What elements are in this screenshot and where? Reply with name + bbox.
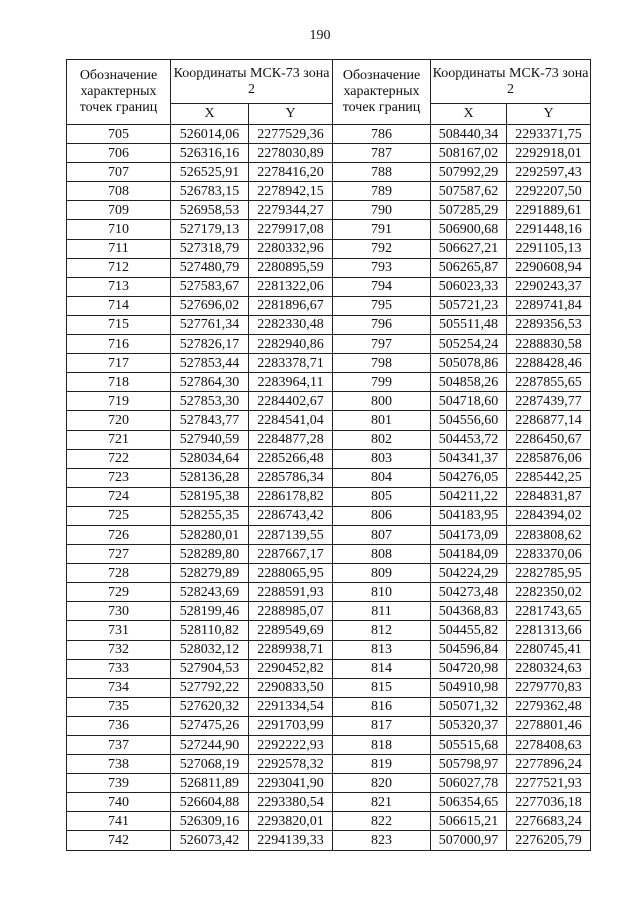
point-id-left: 734 bbox=[67, 678, 171, 697]
x-value-right: 505721,23 bbox=[431, 296, 507, 315]
y-value-left: 2291334,54 bbox=[249, 697, 333, 716]
x-value-left: 527864,30 bbox=[171, 373, 249, 392]
x-value-right: 504858,26 bbox=[431, 373, 507, 392]
y-value-left: 2277529,36 bbox=[249, 125, 333, 144]
table-row bbox=[67, 277, 591, 296]
point-id-right: 789 bbox=[333, 182, 431, 201]
x-value-left: 526309,16 bbox=[171, 812, 249, 831]
table-row bbox=[67, 144, 591, 163]
x-header-right: X bbox=[431, 104, 507, 125]
point-id-left: 721 bbox=[67, 430, 171, 449]
point-id-right: 803 bbox=[333, 449, 431, 468]
y-value-left: 2285266,48 bbox=[249, 449, 333, 468]
point-id-left: 728 bbox=[67, 564, 171, 583]
y-value-left: 2287139,55 bbox=[249, 525, 333, 544]
table-row bbox=[67, 678, 591, 697]
y-value-left: 2289938,71 bbox=[249, 640, 333, 659]
point-id-right: 787 bbox=[333, 144, 431, 163]
y-value-right: 2276205,79 bbox=[507, 831, 591, 850]
x-value-left: 528195,38 bbox=[171, 487, 249, 506]
table-row bbox=[67, 220, 591, 239]
table-row bbox=[67, 392, 591, 411]
point-id-right: 806 bbox=[333, 506, 431, 525]
point-label-header-left: Обозначение характерных точек границ bbox=[67, 60, 171, 125]
x-value-right: 505320,37 bbox=[431, 716, 507, 735]
x-value-right: 505254,24 bbox=[431, 335, 507, 354]
y-value-right: 2280745,41 bbox=[507, 640, 591, 659]
point-id-right: 822 bbox=[333, 812, 431, 831]
x-value-left: 527904,53 bbox=[171, 659, 249, 678]
table-row bbox=[67, 430, 591, 449]
y-value-right: 2279770,83 bbox=[507, 678, 591, 697]
point-id-left: 732 bbox=[67, 640, 171, 659]
y-value-left: 2293820,01 bbox=[249, 812, 333, 831]
point-id-left: 738 bbox=[67, 755, 171, 774]
y-value-left: 2286743,42 bbox=[249, 506, 333, 525]
y-value-right: 2278801,46 bbox=[507, 716, 591, 735]
y-value-left: 2284402,67 bbox=[249, 392, 333, 411]
y-value-left: 2286178,82 bbox=[249, 487, 333, 506]
point-id-right: 790 bbox=[333, 201, 431, 220]
point-id-left: 735 bbox=[67, 697, 171, 716]
table-row bbox=[67, 564, 591, 583]
point-id-left: 740 bbox=[67, 793, 171, 812]
y-value-left: 2278942,15 bbox=[249, 182, 333, 201]
y-value-right: 2292207,50 bbox=[507, 182, 591, 201]
y-value-left: 2280895,59 bbox=[249, 258, 333, 277]
y-value-left: 2279917,08 bbox=[249, 220, 333, 239]
point-id-right: 795 bbox=[333, 296, 431, 315]
point-id-left: 711 bbox=[67, 239, 171, 258]
x-value-left: 527475,26 bbox=[171, 716, 249, 735]
point-id-right: 808 bbox=[333, 545, 431, 564]
point-id-right: 802 bbox=[333, 430, 431, 449]
point-id-right: 798 bbox=[333, 354, 431, 373]
point-id-left: 712 bbox=[67, 258, 171, 277]
point-id-left: 731 bbox=[67, 621, 171, 640]
x-value-right: 506265,87 bbox=[431, 258, 507, 277]
table-row bbox=[67, 774, 591, 793]
y-value-left: 2291703,99 bbox=[249, 716, 333, 735]
coord-group-header-right: Координаты МСК-73 зона 2 bbox=[431, 60, 591, 104]
point-id-right: 804 bbox=[333, 468, 431, 487]
y-value-right: 2290608,94 bbox=[507, 258, 591, 277]
y-value-left: 2290452,82 bbox=[249, 659, 333, 678]
table-header bbox=[67, 60, 591, 125]
point-id-right: 810 bbox=[333, 583, 431, 602]
y-value-right: 2277896,24 bbox=[507, 755, 591, 774]
point-id-right: 805 bbox=[333, 487, 431, 506]
point-id-right: 797 bbox=[333, 335, 431, 354]
y-value-right: 2285442,25 bbox=[507, 468, 591, 487]
table-row bbox=[67, 506, 591, 525]
y-value-right: 2288428,46 bbox=[507, 354, 591, 373]
y-value-right: 2278408,63 bbox=[507, 736, 591, 755]
x-value-right: 507000,97 bbox=[431, 831, 507, 850]
coord-group-header-left: Координаты МСК-73 зона 2 bbox=[171, 60, 333, 104]
table-row bbox=[67, 640, 591, 659]
x-value-left: 527068,19 bbox=[171, 755, 249, 774]
point-id-right: 813 bbox=[333, 640, 431, 659]
table-row bbox=[67, 583, 591, 602]
point-id-left: 726 bbox=[67, 525, 171, 544]
point-id-right: 823 bbox=[333, 831, 431, 850]
table-row bbox=[67, 602, 591, 621]
x-value-right: 504368,83 bbox=[431, 602, 507, 621]
x-value-left: 526525,91 bbox=[171, 163, 249, 182]
y-value-right: 2283370,06 bbox=[507, 545, 591, 564]
x-value-right: 504224,29 bbox=[431, 564, 507, 583]
point-id-left: 724 bbox=[67, 487, 171, 506]
x-value-left: 528032,12 bbox=[171, 640, 249, 659]
x-value-left: 526958,53 bbox=[171, 201, 249, 220]
x-value-left: 528289,80 bbox=[171, 545, 249, 564]
y-value-left: 2281896,67 bbox=[249, 296, 333, 315]
y-value-right: 2279362,48 bbox=[507, 697, 591, 716]
table-row bbox=[67, 315, 591, 334]
table-row bbox=[67, 258, 591, 277]
x-value-left: 528136,28 bbox=[171, 468, 249, 487]
table-row bbox=[67, 697, 591, 716]
table-row bbox=[67, 296, 591, 315]
table-row bbox=[67, 373, 591, 392]
point-id-left: 723 bbox=[67, 468, 171, 487]
x-value-left: 526316,16 bbox=[171, 144, 249, 163]
x-value-right: 505071,32 bbox=[431, 697, 507, 716]
y-value-left: 2278416,20 bbox=[249, 163, 333, 182]
table-row bbox=[67, 545, 591, 564]
x-value-right: 504720,98 bbox=[431, 659, 507, 678]
x-value-left: 526014,06 bbox=[171, 125, 249, 144]
point-id-left: 708 bbox=[67, 182, 171, 201]
x-value-right: 504276,05 bbox=[431, 468, 507, 487]
y-value-left: 2289549,69 bbox=[249, 621, 333, 640]
y-value-right: 2288830,58 bbox=[507, 335, 591, 354]
y-value-right: 2281313,66 bbox=[507, 621, 591, 640]
x-value-left: 527179,13 bbox=[171, 220, 249, 239]
x-value-left: 527318,79 bbox=[171, 239, 249, 258]
table-row bbox=[67, 716, 591, 735]
x-value-right: 506615,21 bbox=[431, 812, 507, 831]
y-value-left: 2292222,93 bbox=[249, 736, 333, 755]
point-id-right: 815 bbox=[333, 678, 431, 697]
table-row bbox=[67, 793, 591, 812]
table-row bbox=[67, 468, 591, 487]
y-value-left: 2279344,27 bbox=[249, 201, 333, 220]
point-id-right: 807 bbox=[333, 525, 431, 544]
x-value-left: 526073,42 bbox=[171, 831, 249, 850]
x-value-left: 526811,89 bbox=[171, 774, 249, 793]
point-id-right: 792 bbox=[333, 239, 431, 258]
y-value-left: 2283964,11 bbox=[249, 373, 333, 392]
x-value-right: 504596,84 bbox=[431, 640, 507, 659]
point-id-right: 816 bbox=[333, 697, 431, 716]
x-value-right: 506900,68 bbox=[431, 220, 507, 239]
point-id-left: 733 bbox=[67, 659, 171, 678]
point-id-left: 705 bbox=[67, 125, 171, 144]
x-header-left: X bbox=[171, 104, 249, 125]
x-value-right: 508440,34 bbox=[431, 125, 507, 144]
x-value-right: 506027,78 bbox=[431, 774, 507, 793]
point-id-left: 725 bbox=[67, 506, 171, 525]
x-value-left: 527480,79 bbox=[171, 258, 249, 277]
point-id-right: 793 bbox=[333, 258, 431, 277]
point-id-right: 788 bbox=[333, 163, 431, 182]
y-value-left: 2282330,48 bbox=[249, 315, 333, 334]
point-id-left: 719 bbox=[67, 392, 171, 411]
table-body bbox=[67, 125, 591, 851]
point-id-right: 786 bbox=[333, 125, 431, 144]
point-id-left: 742 bbox=[67, 831, 171, 850]
table-row bbox=[67, 736, 591, 755]
y-value-left: 2278030,89 bbox=[249, 144, 333, 163]
point-id-left: 718 bbox=[67, 373, 171, 392]
point-id-right: 812 bbox=[333, 621, 431, 640]
x-value-right: 507285,29 bbox=[431, 201, 507, 220]
x-value-right: 506627,21 bbox=[431, 239, 507, 258]
x-value-right: 504211,22 bbox=[431, 487, 507, 506]
y-value-left: 2285786,34 bbox=[249, 468, 333, 487]
y-value-right: 2293371,75 bbox=[507, 125, 591, 144]
point-id-left: 715 bbox=[67, 315, 171, 334]
table-row bbox=[67, 125, 591, 144]
y-value-right: 2292918,01 bbox=[507, 144, 591, 163]
y-value-right: 2292597,43 bbox=[507, 163, 591, 182]
y-value-left: 2288985,07 bbox=[249, 602, 333, 621]
y-value-right: 2282350,02 bbox=[507, 583, 591, 602]
point-id-left: 727 bbox=[67, 545, 171, 564]
x-value-right: 504183,95 bbox=[431, 506, 507, 525]
y-value-right: 2280324,63 bbox=[507, 659, 591, 678]
table-row bbox=[67, 831, 591, 850]
x-value-right: 504455,82 bbox=[431, 621, 507, 640]
y-value-right: 2277521,93 bbox=[507, 774, 591, 793]
table-row bbox=[67, 755, 591, 774]
y-value-right: 2284394,02 bbox=[507, 506, 591, 525]
x-value-right: 506023,33 bbox=[431, 277, 507, 296]
y-value-left: 2287667,17 bbox=[249, 545, 333, 564]
point-id-left: 729 bbox=[67, 583, 171, 602]
point-id-right: 817 bbox=[333, 716, 431, 735]
x-value-right: 505511,48 bbox=[431, 315, 507, 334]
x-value-left: 528279,89 bbox=[171, 564, 249, 583]
x-value-left: 527853,44 bbox=[171, 354, 249, 373]
x-value-right: 504173,09 bbox=[431, 525, 507, 544]
point-id-left: 707 bbox=[67, 163, 171, 182]
table-row bbox=[67, 659, 591, 678]
x-value-left: 527843,77 bbox=[171, 411, 249, 430]
table-row bbox=[67, 449, 591, 468]
y-value-right: 2276683,24 bbox=[507, 812, 591, 831]
table-row bbox=[67, 239, 591, 258]
y-value-right: 2282785,95 bbox=[507, 564, 591, 583]
table-row bbox=[67, 354, 591, 373]
x-value-right: 504341,37 bbox=[431, 449, 507, 468]
point-id-right: 814 bbox=[333, 659, 431, 678]
x-value-right: 508167,02 bbox=[431, 144, 507, 163]
x-value-left: 528280,01 bbox=[171, 525, 249, 544]
y-value-left: 2290833,50 bbox=[249, 678, 333, 697]
y-value-left: 2292578,32 bbox=[249, 755, 333, 774]
x-value-left: 528255,35 bbox=[171, 506, 249, 525]
point-id-left: 706 bbox=[67, 144, 171, 163]
x-value-left: 528199,46 bbox=[171, 602, 249, 621]
point-id-left: 720 bbox=[67, 411, 171, 430]
table-row bbox=[67, 525, 591, 544]
point-id-right: 818 bbox=[333, 736, 431, 755]
x-value-left: 527853,30 bbox=[171, 392, 249, 411]
x-value-left: 527244,90 bbox=[171, 736, 249, 755]
x-value-left: 527696,02 bbox=[171, 296, 249, 315]
coordinates-table bbox=[66, 59, 591, 851]
point-id-left: 714 bbox=[67, 296, 171, 315]
table-row bbox=[67, 411, 591, 430]
point-id-left: 710 bbox=[67, 220, 171, 239]
y-value-left: 2284877,28 bbox=[249, 430, 333, 449]
point-id-right: 821 bbox=[333, 793, 431, 812]
y-value-left: 2280332,96 bbox=[249, 239, 333, 258]
point-id-left: 709 bbox=[67, 201, 171, 220]
x-value-right: 504718,60 bbox=[431, 392, 507, 411]
x-value-right: 505078,86 bbox=[431, 354, 507, 373]
x-value-right: 505515,68 bbox=[431, 736, 507, 755]
point-id-right: 811 bbox=[333, 602, 431, 621]
point-id-left: 730 bbox=[67, 602, 171, 621]
x-value-right: 504556,60 bbox=[431, 411, 507, 430]
x-value-left: 526783,15 bbox=[171, 182, 249, 201]
y-value-left: 2293380,54 bbox=[249, 793, 333, 812]
table-row bbox=[67, 621, 591, 640]
x-value-right: 506354,65 bbox=[431, 793, 507, 812]
x-value-left: 527826,17 bbox=[171, 335, 249, 354]
y-value-right: 2286877,14 bbox=[507, 411, 591, 430]
point-id-right: 791 bbox=[333, 220, 431, 239]
point-id-right: 799 bbox=[333, 373, 431, 392]
y-value-left: 2288591,93 bbox=[249, 583, 333, 602]
x-value-right: 504453,72 bbox=[431, 430, 507, 449]
y-value-right: 2283808,62 bbox=[507, 525, 591, 544]
table-row bbox=[67, 163, 591, 182]
x-value-left: 527761,34 bbox=[171, 315, 249, 334]
point-id-right: 819 bbox=[333, 755, 431, 774]
y-value-right: 2286450,67 bbox=[507, 430, 591, 449]
x-value-left: 527620,32 bbox=[171, 697, 249, 716]
x-value-left: 526604,88 bbox=[171, 793, 249, 812]
x-value-right: 504910,98 bbox=[431, 678, 507, 697]
point-id-right: 820 bbox=[333, 774, 431, 793]
y-value-right: 2289741,84 bbox=[507, 296, 591, 315]
point-id-left: 716 bbox=[67, 335, 171, 354]
point-id-left: 741 bbox=[67, 812, 171, 831]
x-value-left: 528034,64 bbox=[171, 449, 249, 468]
table-row bbox=[67, 201, 591, 220]
x-value-left: 527792,22 bbox=[171, 678, 249, 697]
y-value-left: 2284541,04 bbox=[249, 411, 333, 430]
y-value-right: 2284831,87 bbox=[507, 487, 591, 506]
x-value-left: 528243,69 bbox=[171, 583, 249, 602]
table-row bbox=[67, 182, 591, 201]
y-value-right: 2287855,65 bbox=[507, 373, 591, 392]
point-id-left: 736 bbox=[67, 716, 171, 735]
y-value-left: 2288065,95 bbox=[249, 564, 333, 583]
y-value-right: 2281743,65 bbox=[507, 602, 591, 621]
x-value-right: 504184,09 bbox=[431, 545, 507, 564]
y-value-right: 2285876,06 bbox=[507, 449, 591, 468]
y-value-right: 2291889,61 bbox=[507, 201, 591, 220]
point-id-left: 717 bbox=[67, 354, 171, 373]
y-value-right: 2289356,53 bbox=[507, 315, 591, 334]
x-value-left: 527940,59 bbox=[171, 430, 249, 449]
x-value-right: 507587,62 bbox=[431, 182, 507, 201]
table-row bbox=[67, 487, 591, 506]
point-id-right: 796 bbox=[333, 315, 431, 334]
y-header-right: Y bbox=[507, 104, 591, 125]
point-id-right: 809 bbox=[333, 564, 431, 583]
point-id-left: 722 bbox=[67, 449, 171, 468]
table-row bbox=[67, 335, 591, 354]
table-row bbox=[67, 812, 591, 831]
y-value-right: 2291448,16 bbox=[507, 220, 591, 239]
y-value-right: 2287439,77 bbox=[507, 392, 591, 411]
y-value-left: 2282940,86 bbox=[249, 335, 333, 354]
x-value-right: 505798,97 bbox=[431, 755, 507, 774]
y-value-right: 2277036,18 bbox=[507, 793, 591, 812]
y-value-left: 2281322,06 bbox=[249, 277, 333, 296]
point-id-left: 737 bbox=[67, 736, 171, 755]
point-id-left: 739 bbox=[67, 774, 171, 793]
y-value-right: 2290243,37 bbox=[507, 277, 591, 296]
x-value-right: 504273,48 bbox=[431, 583, 507, 602]
x-value-left: 528110,82 bbox=[171, 621, 249, 640]
point-id-right: 801 bbox=[333, 411, 431, 430]
x-value-left: 527583,67 bbox=[171, 277, 249, 296]
point-id-left: 713 bbox=[67, 277, 171, 296]
point-id-right: 800 bbox=[333, 392, 431, 411]
y-header-left: Y bbox=[249, 104, 333, 125]
y-value-right: 2291105,13 bbox=[507, 239, 591, 258]
point-id-right: 794 bbox=[333, 277, 431, 296]
y-value-left: 2294139,33 bbox=[249, 831, 333, 850]
y-value-left: 2293041,90 bbox=[249, 774, 333, 793]
point-label-header-right: Обозначение характерных точек границ bbox=[333, 60, 431, 125]
x-value-right: 507992,29 bbox=[431, 163, 507, 182]
y-value-left: 2283378,71 bbox=[249, 354, 333, 373]
page-number: 190 bbox=[309, 28, 331, 43]
